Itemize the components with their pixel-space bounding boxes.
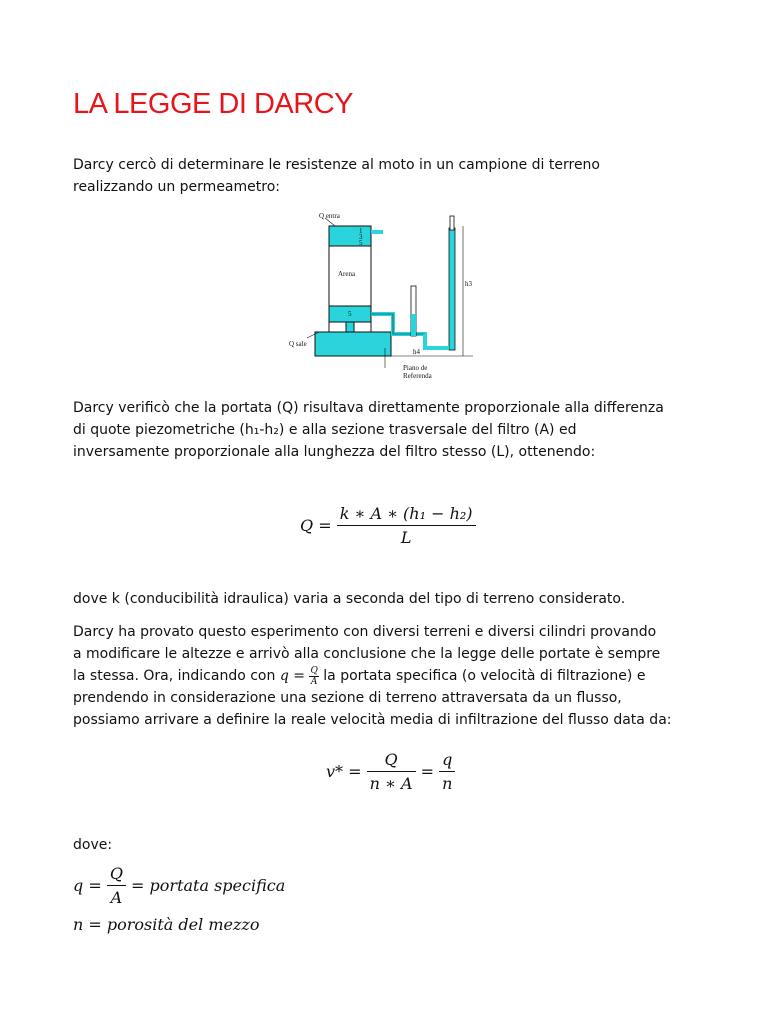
intro-paragraph — [73, 154, 600, 198]
tall-piezometer-top — [450, 216, 454, 230]
experiment-line-3a: la stessa. Ora, indicando con — [73, 668, 276, 684]
eq2-lhs: v* = — [326, 762, 362, 781]
eq2-den1: n ∗ A — [369, 774, 413, 793]
velocity-equation — [326, 750, 455, 793]
h-top-1: 1 — [359, 227, 363, 235]
top-water — [329, 226, 371, 246]
permeameter-diagram — [285, 208, 485, 386]
piano-label-1: Piano de — [403, 364, 428, 372]
inline-fraction — [309, 666, 318, 687]
eq2-den2: n — [442, 774, 453, 793]
h3-label: h3 — [465, 280, 472, 288]
dove-line: dove: — [73, 837, 113, 853]
def-q-den: A — [110, 888, 123, 907]
dove-k-line: dove k (conducibilità idraulica) varia a seconda del tipo di terreno considerato. — [73, 591, 626, 607]
verification-paragraph — [73, 397, 664, 463]
h-top-2: 3 — [359, 233, 363, 241]
dove-k-paragraph — [73, 588, 625, 610]
intro-line-2: realizzando un permeametro: — [73, 179, 280, 195]
h4-label: h4 — [413, 348, 420, 356]
verification-line-2: di quote piezometriche (h₁-h₂) e alla sezione trasversale del filtro (A) ed — [73, 422, 577, 438]
eq2-num1: Q — [367, 750, 416, 772]
q-sale-label: Q sale — [289, 340, 307, 348]
h-bottom: 5 — [348, 310, 352, 318]
inline-numerator: Q — [310, 665, 318, 676]
def-n-equation: n = porosità del mezzo — [73, 915, 260, 934]
pipe-to-tall — [425, 334, 449, 348]
darcy-equation — [300, 504, 476, 547]
eq2-num2: q — [439, 750, 455, 772]
verification-line-3: inversamente proporzionale alla lunghezza del filtro stesso (L), ottenendo: — [73, 444, 596, 460]
dove-paragraph — [73, 834, 112, 856]
experiment-line-1: Darcy ha provato questo esperimento con diversi terreni e diversi cilindri provando — [73, 624, 657, 640]
eq1-denominator: L — [400, 528, 412, 547]
eq1-numerator: k ∗ A ∗ (h₁ − h₂) — [337, 504, 476, 526]
def-q-num: Q — [107, 864, 126, 886]
q-entra-label: Q entra — [319, 212, 340, 220]
piano-label-2: Referenda — [403, 372, 432, 380]
arena-label: Arena — [338, 270, 356, 278]
experiment-line-2: a modificare le altezze e arrivò alla conclusione che la legge delle portate è sempre — [73, 646, 661, 662]
eq1-fraction — [337, 504, 476, 547]
eq1-lhs: Q = — [300, 516, 332, 535]
intro-line-1: Darcy cercò di determinare le resistenze al moto in un campione di terreno — [73, 157, 600, 173]
inline-denominator: A — [310, 676, 318, 687]
def-q-lhs: q = — [73, 876, 102, 895]
experiment-line-3 — [73, 665, 672, 687]
def-q-equation — [73, 864, 285, 907]
experiment-paragraph — [73, 621, 672, 731]
pipe-lower-outline — [371, 314, 425, 334]
eq2-fraction-2 — [439, 750, 455, 793]
experiment-line-5: possiamo arrivare a definire la reale velocità media di infiltrazione del flusso data da: — [73, 712, 672, 728]
short-piezometer-water — [411, 314, 416, 336]
eq2-equals: = — [420, 762, 435, 781]
tall-piezometer — [449, 228, 455, 350]
eq2-fraction-1 — [367, 750, 416, 793]
outlet-tank — [315, 332, 391, 356]
experiment-line-4: prendendo in considerazione una sezione di terreno attraversata da un flusso, — [73, 690, 622, 706]
pipe-lower — [371, 314, 425, 334]
def-q-fraction — [107, 864, 126, 907]
inline-q: q = — [279, 668, 305, 684]
experiment-line-3b: la portata specifica (o velocità di filtrazione) e — [323, 668, 646, 684]
verification-line-1: Darcy verificò che la portata (Q) risultava direttamente proporzionale alla differenza — [73, 400, 664, 416]
h-top-3: 5 — [359, 239, 363, 247]
def-q-rhs: = portata specifica — [131, 876, 286, 895]
page-title: LA LEGGE DI DARCY — [73, 88, 353, 120]
